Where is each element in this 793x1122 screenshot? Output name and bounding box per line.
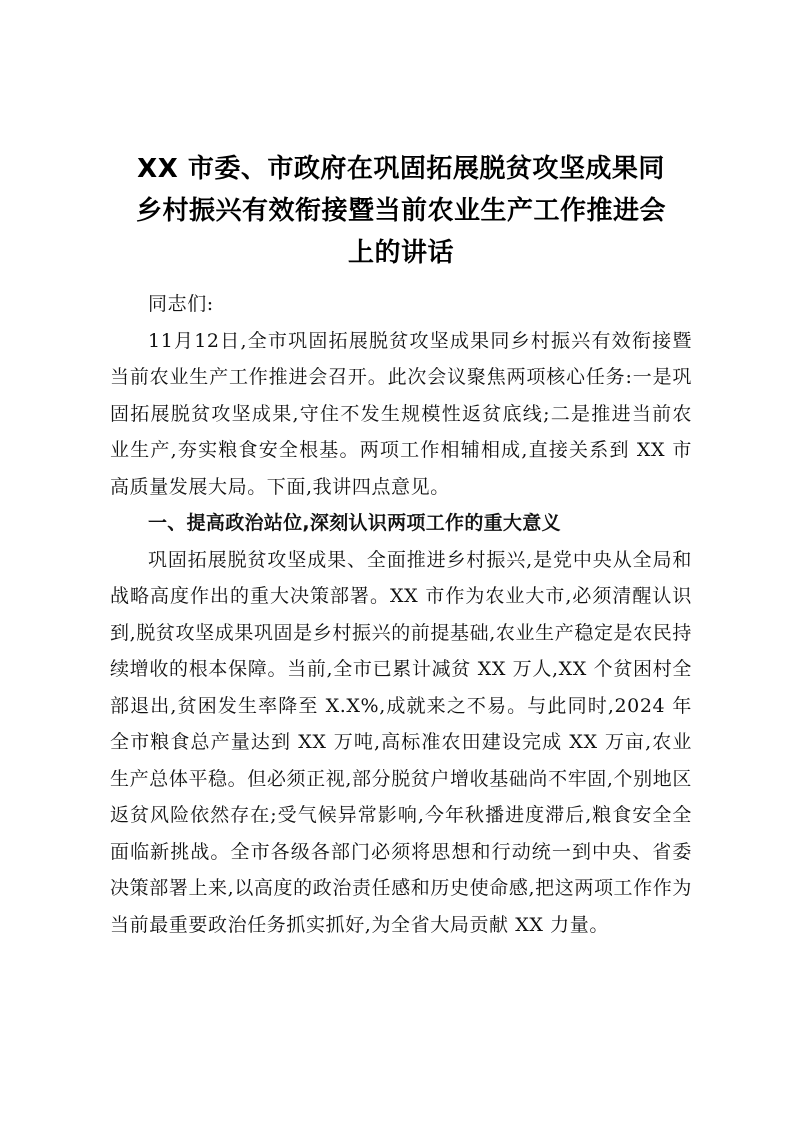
greeting: 同志们: <box>148 293 214 315</box>
section-1-paragraph: 巩固拓展脱贫攻坚成果、全面推进乡村振兴,是党中央从全局和战略高度作出的重大决策部署。XX 市作为农业大市,必须清醒认识到,脱贫攻坚成果巩固是乡村振兴的前提基础,农业生产稳定是农民持续增收的根本保障。当前,全市已累计减贫 XX 万人,XX 个贫困村全部退出,贫困发生率降至 X.X%,成就来之不易。与此同时,2024 年全市粮食总产量达到 XX 万吨,高标准农田建设完成 XX 万亩,农业生产总体平稳。但必须正视,部分脱贫户增收基础尚不牢固,个别地区返贫风险依然存在;受气候异常影响,今年秋播进度滞后,粮食安全全面临新挑战。全市各级各部门必须将思想和行动统一到中央、省委决策部署上来,以高度的政治责任感和历史使命感,把这两项工作作为当前最重要政治任务抓实抓好,为全省大局贡献 XX 力量。 <box>110 548 692 936</box>
intro-paragraph: 11月12日,全市巩固拓展脱贫攻坚成果同乡村振兴有效衔接暨当前农业生产工作推进会召开。此次会议聚焦两项核心任务:一是巩固拓展脱贫攻坚成果,守住不发生规模性返贫底线;二是推进当前农业生产,夯实粮食安全根基。两项工作相辅相成,直接关系到 XX 市高质量发展大局。下面,我讲四点意见。 <box>110 329 692 498</box>
section-1-heading: 一、提高政治站位,深刻认识两项工作的重大意义 <box>148 512 561 534</box>
title-line-1: XX 市委、市政府在巩固拓展脱贫攻坚成果同 <box>137 154 665 184</box>
document-title <box>110 148 692 274</box>
title-line-3: 上的讲话 <box>347 238 454 268</box>
document-page <box>110 148 692 943</box>
title-line-2: 乡村振兴有效衔接暨当前农业生产工作推进会 <box>135 196 666 226</box>
